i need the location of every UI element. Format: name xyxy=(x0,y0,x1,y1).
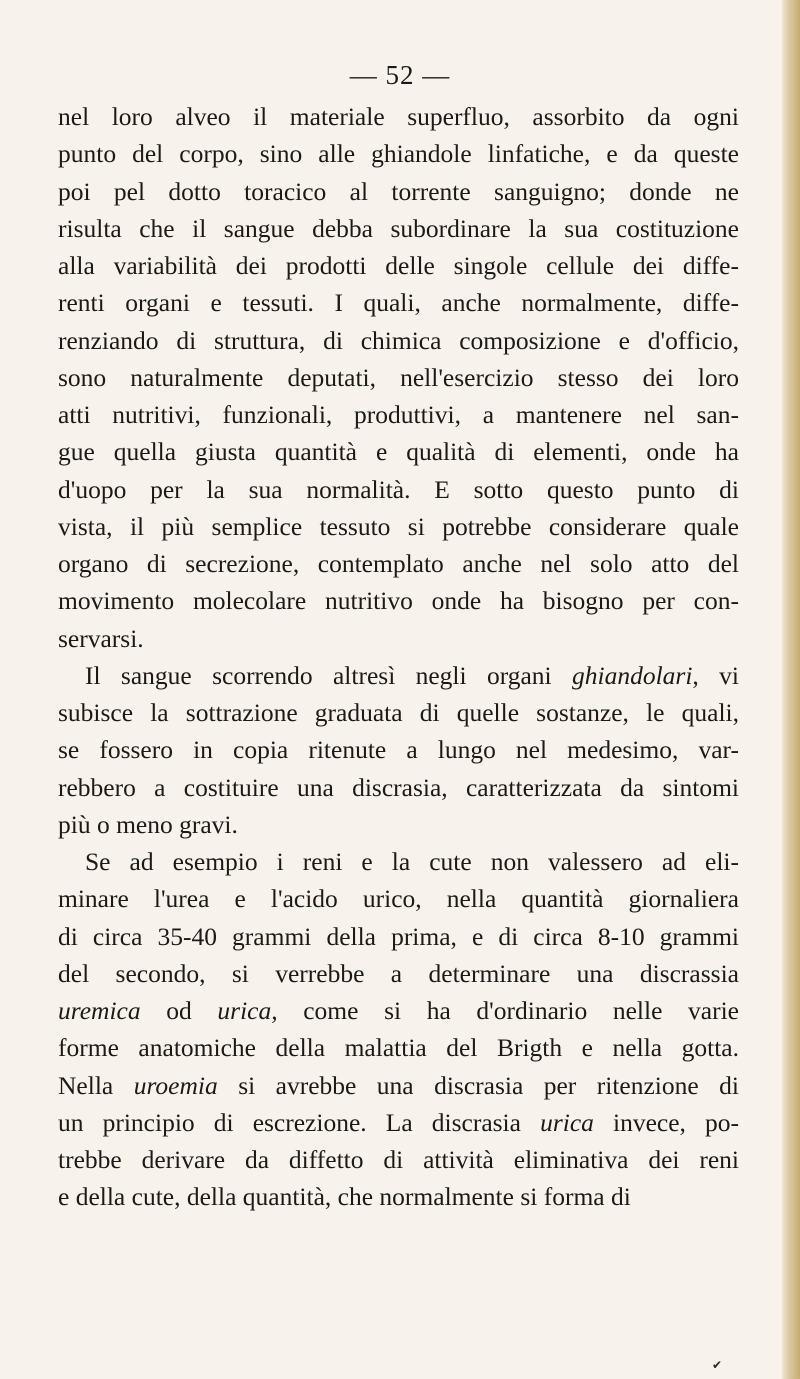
text-line xyxy=(58,173,739,210)
text-line xyxy=(58,992,739,1029)
text-line xyxy=(58,843,739,880)
text-run: d'uopo per la sua normalità. E sotto questo punto di xyxy=(58,474,739,504)
text-run: sono naturalmente deputati, nell'esercizio stesso dei loro xyxy=(58,362,739,392)
text-line xyxy=(58,657,739,694)
text-line xyxy=(58,806,739,843)
text-line xyxy=(58,880,739,917)
italic-text: ghiandolari xyxy=(571,660,693,690)
text-run: se fossero in copia ritenute a lungo nel medesimo, var- xyxy=(58,735,739,765)
text-run: punto del corpo, sino alle ghiandole linfatiche, e da queste xyxy=(58,139,739,169)
text-run: movimento molecolare nutritivo onde ha bisogno per con- xyxy=(58,586,739,616)
text-run: nel loro alveo il materiale superfluo, assorbito da ogni xyxy=(58,102,739,131)
page-edge xyxy=(782,0,800,1379)
text-run: od xyxy=(140,996,218,1025)
text-run: e della cute, della quantità, che normalmente si forma di xyxy=(58,1182,631,1212)
text-line xyxy=(58,918,739,955)
text-run: invece, po- xyxy=(593,1107,739,1137)
text-line xyxy=(58,247,739,284)
text-run: più o meno gravi. xyxy=(58,809,238,839)
text-line xyxy=(58,955,739,992)
text-line xyxy=(58,1178,739,1215)
text-run: di circa 35-40 grammi della prima, e di circa 8-10 grammi xyxy=(58,921,739,951)
text-line xyxy=(58,694,739,731)
text-run: gue quella giusta quantità e qualità di elementi, onde ha xyxy=(58,437,739,467)
text-line xyxy=(58,1104,739,1141)
text-run: renziando di struttura, di chimica composizione e d'officio, xyxy=(58,325,739,355)
text-run: servarsi. xyxy=(58,623,144,653)
text-line xyxy=(58,359,739,396)
text-line xyxy=(58,769,739,806)
text-run: subisce la sottrazione graduata di quelle sostanze, le quali, xyxy=(58,698,739,727)
text-run: renti organi e tessuti. I quali, anche normalmente, diffe- xyxy=(58,288,739,318)
text-line xyxy=(58,582,739,619)
text-line xyxy=(58,620,739,657)
text-line xyxy=(58,1141,739,1178)
text-line xyxy=(58,545,739,582)
text-line xyxy=(58,210,739,247)
page-number: — 52 — xyxy=(349,60,451,90)
text-run: Il sangue scorrendo altresì negli organi xyxy=(85,660,572,690)
text-line xyxy=(58,1067,739,1104)
text-line xyxy=(58,471,739,508)
text-run: poi pel dotto toracico al torrente sanguigno; donde ne xyxy=(58,176,739,206)
text-run: minare l'urea e l'acido urico, nella quantità giornaliera xyxy=(58,884,739,914)
italic-text: uremica xyxy=(58,996,141,1025)
italic-text: urica, xyxy=(217,996,278,1025)
text-run: atti nutritivi, funzionali, produttivi, a mantenere nel san- xyxy=(58,400,739,429)
italic-text: urica xyxy=(540,1107,594,1137)
text-line xyxy=(58,396,739,433)
text-line xyxy=(58,98,739,135)
text-line xyxy=(58,135,739,172)
text-line xyxy=(58,731,739,768)
text-run: del secondo, si verrebbe a determinare una discrassia xyxy=(58,958,739,988)
text-run: rebbero a costituire una discrasia, caratterizzata da sintomi xyxy=(58,772,739,802)
text-run: Nella xyxy=(58,1070,134,1100)
text-run: Se ad esempio i reni e la cute non valessero ad eli- xyxy=(85,847,739,876)
text-run: un principio di escrezione. La discrasia xyxy=(58,1107,541,1137)
text-run: organo di secrezione, contemplato anche nel solo atto del xyxy=(58,549,739,578)
text-line xyxy=(58,433,739,470)
text-run: come si ha d'ordinario nelle varie xyxy=(277,996,739,1025)
text-run: vista, il più semplice tessuto si potrebbe considerare quale xyxy=(58,511,739,541)
text-line xyxy=(58,322,739,359)
text-line xyxy=(58,1029,739,1066)
text-run: forme anatomiche della malattia del Brigth e nella gotta. xyxy=(58,1033,739,1063)
body-text xyxy=(58,98,739,1216)
text-line xyxy=(58,508,739,545)
printer-mark: ✔ xyxy=(712,1358,723,1372)
text-run: trebbe derivare da diffetto di attività eliminativa dei reni xyxy=(58,1145,739,1174)
text-line xyxy=(58,284,739,321)
text-run: , vi xyxy=(692,660,739,690)
text-run: risulta che il sangue debba subordinare la sua costituzione xyxy=(58,213,739,243)
text-run: si avrebbe una discrasia per ritenzione di xyxy=(217,1070,739,1100)
italic-text: uroemia xyxy=(133,1070,218,1100)
text-run: alla variabilità dei prodotti delle singole cellule dei diffe- xyxy=(58,251,739,280)
